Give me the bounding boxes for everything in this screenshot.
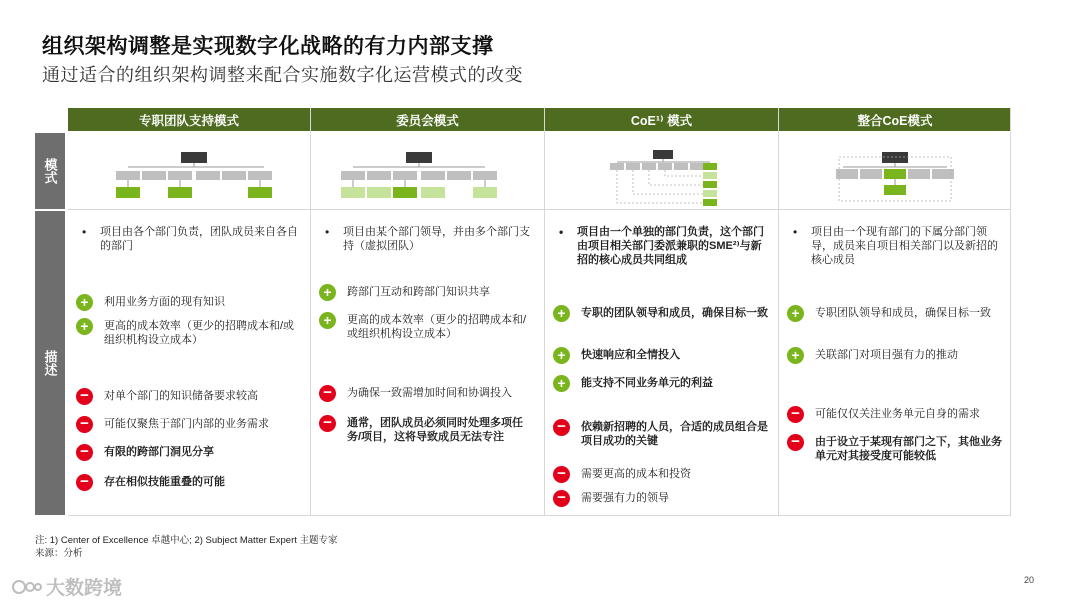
minus-icon: − [553, 466, 570, 483]
org-diagram-integrated-coe [779, 133, 1011, 209]
minus-icon: − [553, 419, 570, 436]
minus-icon: − [319, 415, 336, 432]
page-subtitle: 通过适合的组织架构调整来配合实施数字化运营模式的改变 [42, 65, 523, 85]
org-diagram-committee [311, 133, 544, 209]
column-bullet: 项目由一个现有部门的下属分部门领导，成员来自项目相关部门以及新招的核心成员 [811, 226, 998, 266]
column-header-dedicated-team: 专职团队支持模式 [68, 108, 310, 131]
plus-icon: + [553, 305, 570, 322]
column-bullet: 项目由一个单独的部门负责，这个部门由项目相关部门委派兼职的SME²⁾与新招的核心成员共同组成 [577, 226, 764, 266]
plus-icon: + [787, 305, 804, 322]
minus-icon: − [76, 474, 93, 491]
column-bullet: 项目由某个部门领导，并由多个部门支持（虚拟团队） [343, 226, 530, 252]
description-dedicated-team: • 项目由各个部门负责，团队成员来自各自的部门 + 利用业务方面的现有知识 + 更高的成本效率（更少的招聘成本和/或组织机构设立成本） − 对单个部门的知识储备要求较高 − 可能仅聚焦于部门内部的业务需求 − 有限的跨部门洞见分享 − 存在相似技能重叠的可能 [68, 211, 310, 515]
plus-icon: + [787, 347, 804, 364]
minus-icon: − [76, 444, 93, 461]
column-bullet: 项目由各个部门负责，团队成员来自各自的部门 [100, 226, 298, 252]
column-header-coe: CoE¹⁾ 模式 [545, 108, 778, 131]
source-note: 来源：分析 [35, 548, 83, 559]
description-integrated-coe: • 项目由一个现有部门的下属分部门领导，成员来自项目相关部门以及新招的核心成员 + 专职团队领导和成员，确保目标一致 + 关联部门对项目强有力的推动 − 可能仅仅关注业务单元自身的需求 − 由于设立于某现有部门之下，其他业务单元对其接受度可能较低 [779, 211, 1011, 515]
minus-icon: − [787, 406, 804, 423]
plus-icon: + [76, 294, 93, 311]
plus-icon: + [553, 375, 570, 392]
org-diagram-dedicated-team [68, 133, 310, 209]
watermark-logo-icon [10, 575, 42, 599]
minus-icon: − [553, 490, 570, 507]
plus-icon: + [319, 284, 336, 301]
minus-icon: − [319, 385, 336, 402]
minus-icon: − [76, 416, 93, 433]
minus-icon: − [787, 434, 804, 451]
row-label-description: 描述 [35, 211, 65, 515]
plus-icon: + [76, 318, 93, 335]
page-number: 20 [1023, 575, 1034, 585]
row-label-pattern: 模式 [35, 133, 65, 209]
description-coe: • 项目由一个单独的部门负责，这个部门由项目相关部门委派兼职的SME²⁾与新招的核心成员共同组成 + 专职的团队领导和成员，确保目标一致 + 快速响应和全情投入 + 能支持不同业务单元的利益 − 依赖新招聘的人员，合适的成员组合是项目成功的关键 − 需要更高的成本和投资 − 需要强有力的领导 [545, 211, 778, 515]
plus-icon: + [319, 312, 336, 329]
plus-icon: + [553, 347, 570, 364]
column-header-integrated-coe: 整合CoE模式 [779, 108, 1011, 131]
footnote: 注: 1) Center of Excellence 卓越中心; 2) Subject Matter Expert 主题专家 [35, 535, 338, 546]
column-header-committee: 委员会模式 [311, 108, 544, 131]
page-title: 组织架构调整是实现数字化战略的有力内部支撑 [42, 35, 494, 58]
org-diagram-coe [545, 133, 778, 209]
description-committee: • 项目由某个部门领导，并由多个部门支持（虚拟团队） + 跨部门互动和跨部门知识共享 + 更高的成本效率（更少的招聘成本和/或组织机构设立成本） − 为确保一致需增加时间和协调投入 − 通常，团队成员必须同时处理多项任务/项目，这将导致成员无法专注 [311, 211, 544, 515]
minus-icon: − [76, 388, 93, 405]
watermark: 大数跨境 [10, 573, 122, 600]
